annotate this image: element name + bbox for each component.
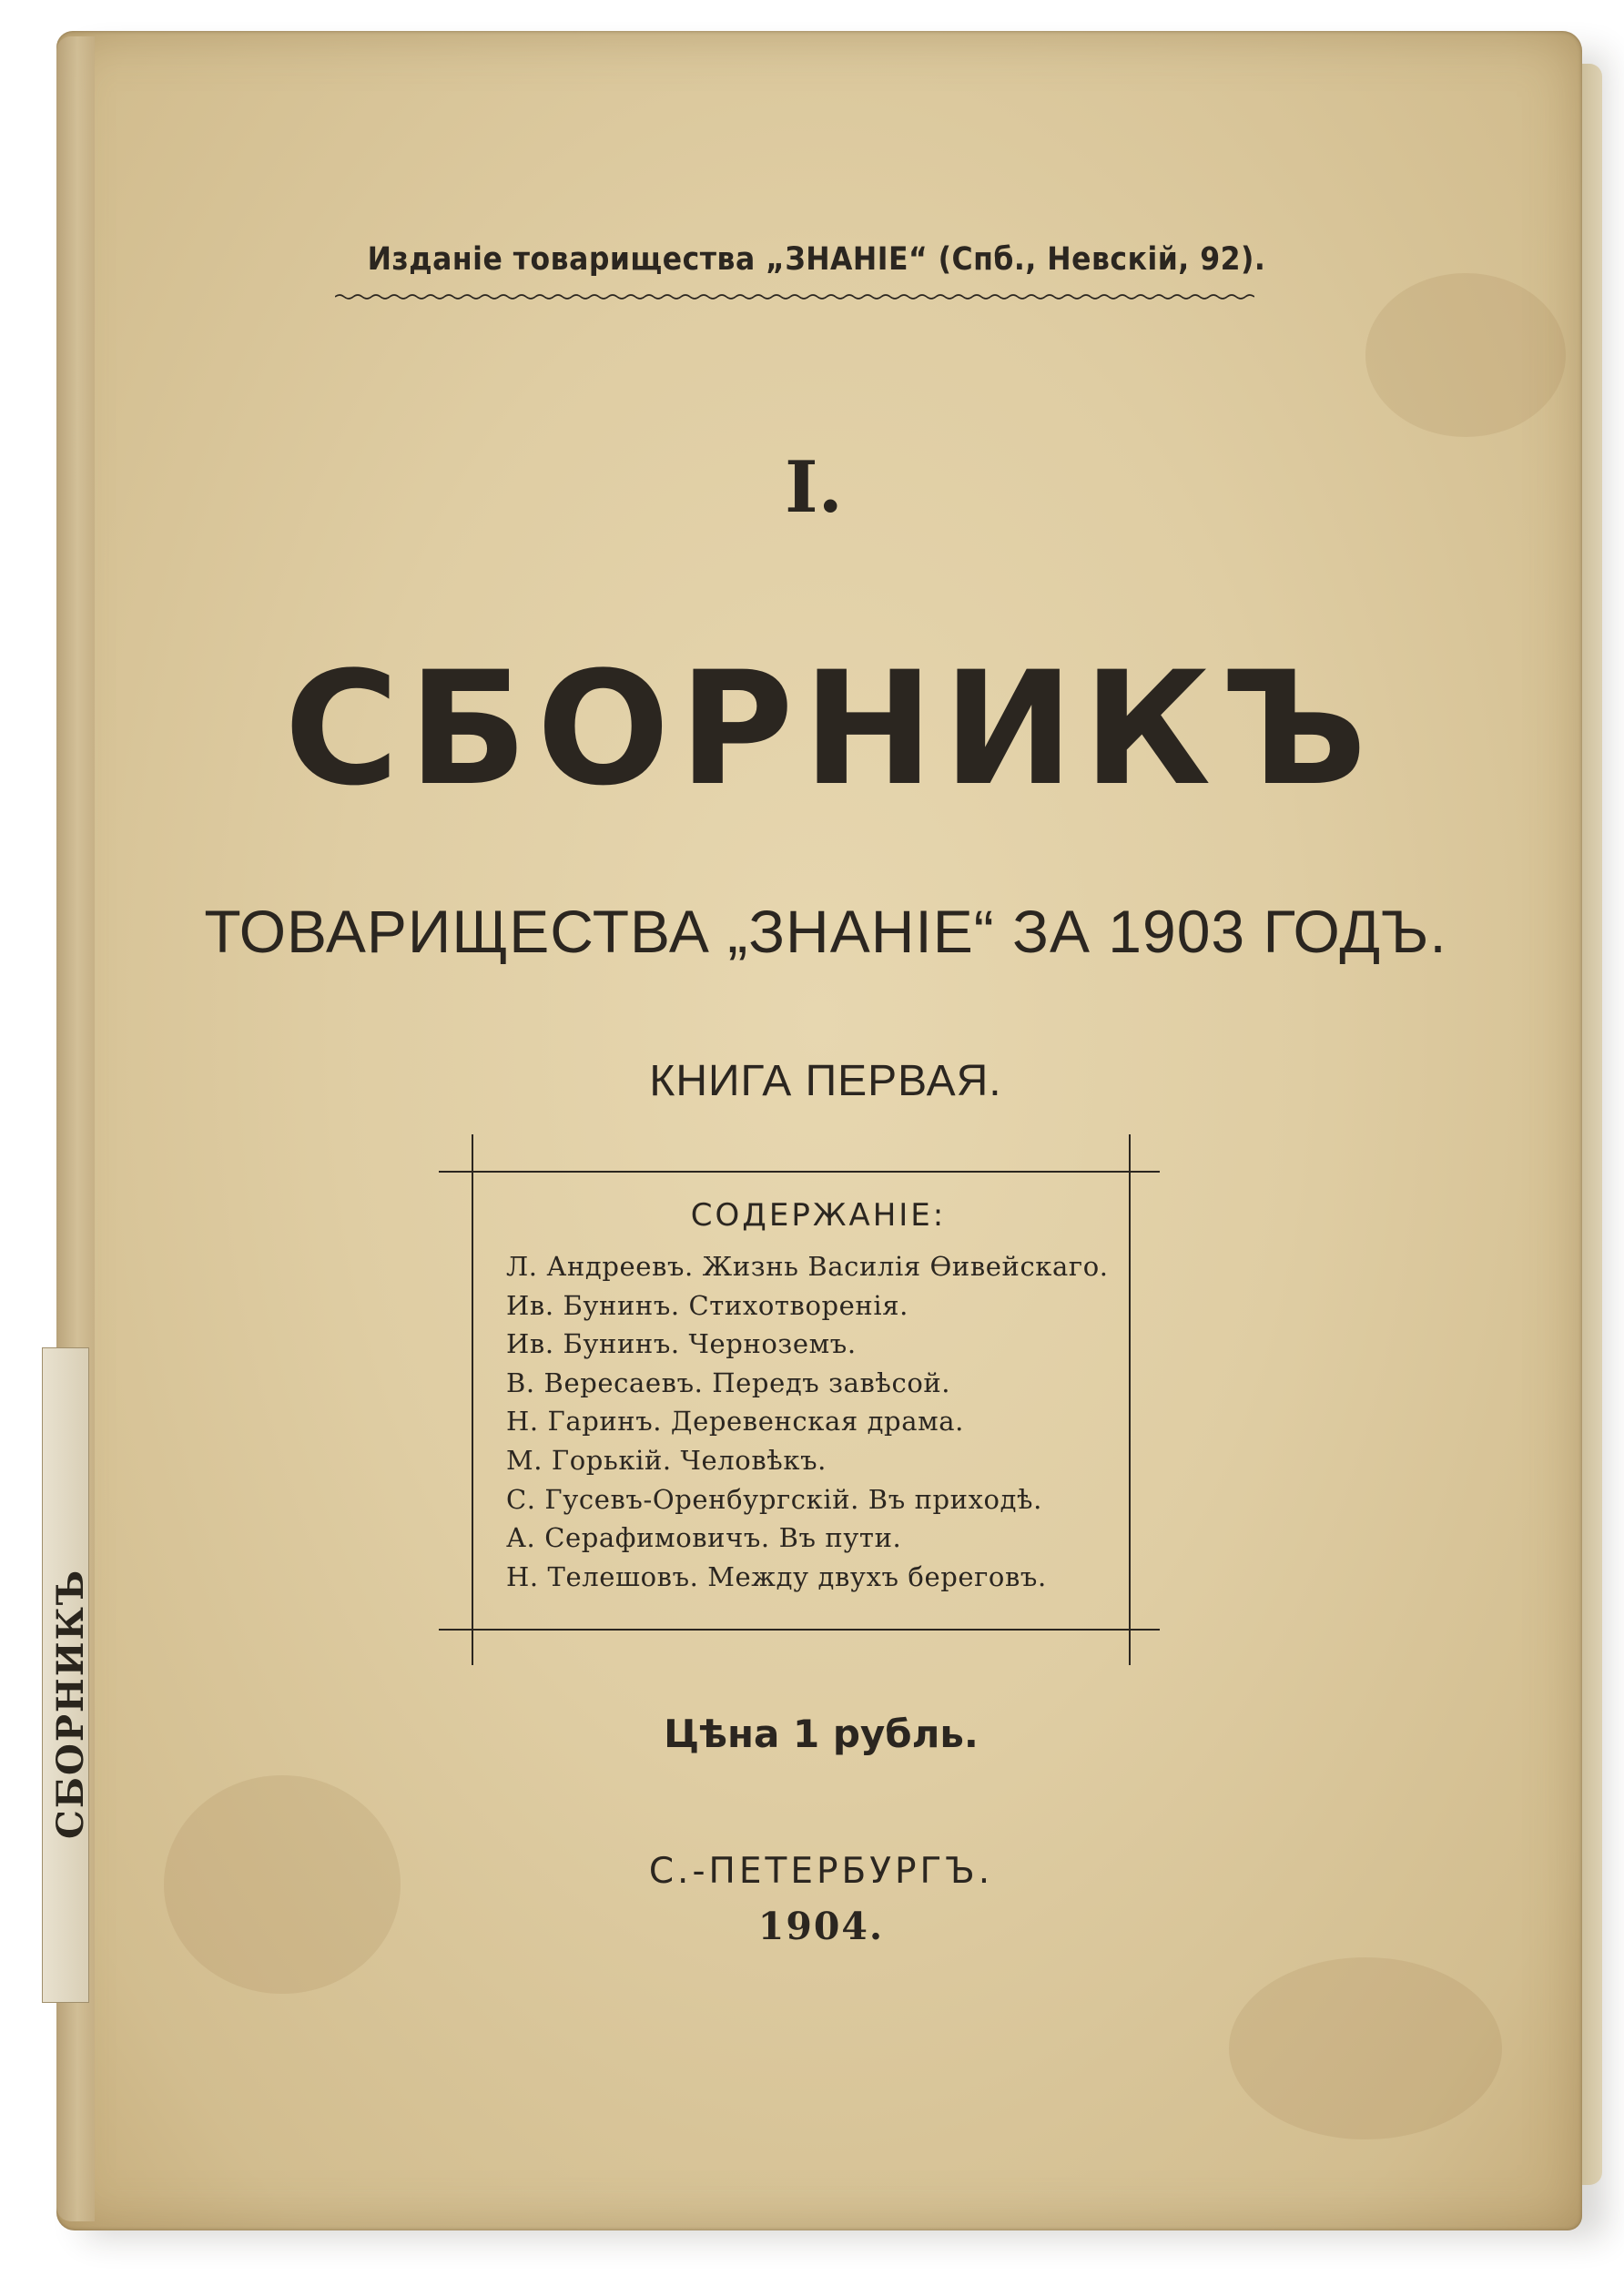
contents-box-top-rule (439, 1171, 1160, 1173)
price: Цѣна 1 рубль. (664, 1712, 979, 1756)
contents-entry: Ив. Бунинъ. Стихотворенія. (506, 1289, 908, 1321)
book-number: КНИГА ПЕРВАЯ. (649, 1057, 1002, 1105)
contents-entry: А. Серафимовичъ. Въ пути. (506, 1522, 902, 1554)
volume-number: I. (785, 446, 843, 529)
contents-entry: Н. Гаринъ. Деревенская драма. (506, 1406, 964, 1438)
contents-entry: С. Гусевъ-Оренбургскій. Въ приходѣ. (506, 1483, 1042, 1515)
contents-box-bottom-rule (439, 1629, 1160, 1631)
contents-list (506, 1247, 1143, 1596)
contents-entry: Л. Андреевъ. Жизнь Василія Ѳивейскаго. (506, 1251, 1109, 1282)
foxing-spot (1365, 273, 1566, 437)
main-title: СБОРНИКЪ (284, 637, 1376, 820)
city: С.-ПЕТЕРБУРГЪ. (648, 1851, 994, 1892)
subtitle: ТОВАРИЩЕСТВА „ЗНАНІЕ“ ЗА 1903 ГОДЪ. (204, 898, 1447, 965)
contents-entry: В. Вересаевъ. Передъ завѣсой. (506, 1367, 951, 1398)
contents-entry: М. Горькій. Человѣкъ. (506, 1444, 827, 1476)
contents-entry: Ив. Бунинъ. Черноземъ. (506, 1328, 857, 1360)
contents-heading: СОДЕРЖАНІЕ: (690, 1197, 947, 1234)
contents-entry: Н. Телешовъ. Между двухъ береговъ. (506, 1560, 1047, 1592)
wavy-rule (335, 293, 1254, 300)
spine-label-text: СБОРНИКЪ (49, 1568, 92, 1839)
year: 1904. (757, 1905, 885, 1948)
foxing-spot (1229, 1957, 1502, 2139)
publisher-line: Изданіе товарищества „ЗНАНІЕ“ (Спб., Невскій, 92). (367, 241, 1266, 278)
